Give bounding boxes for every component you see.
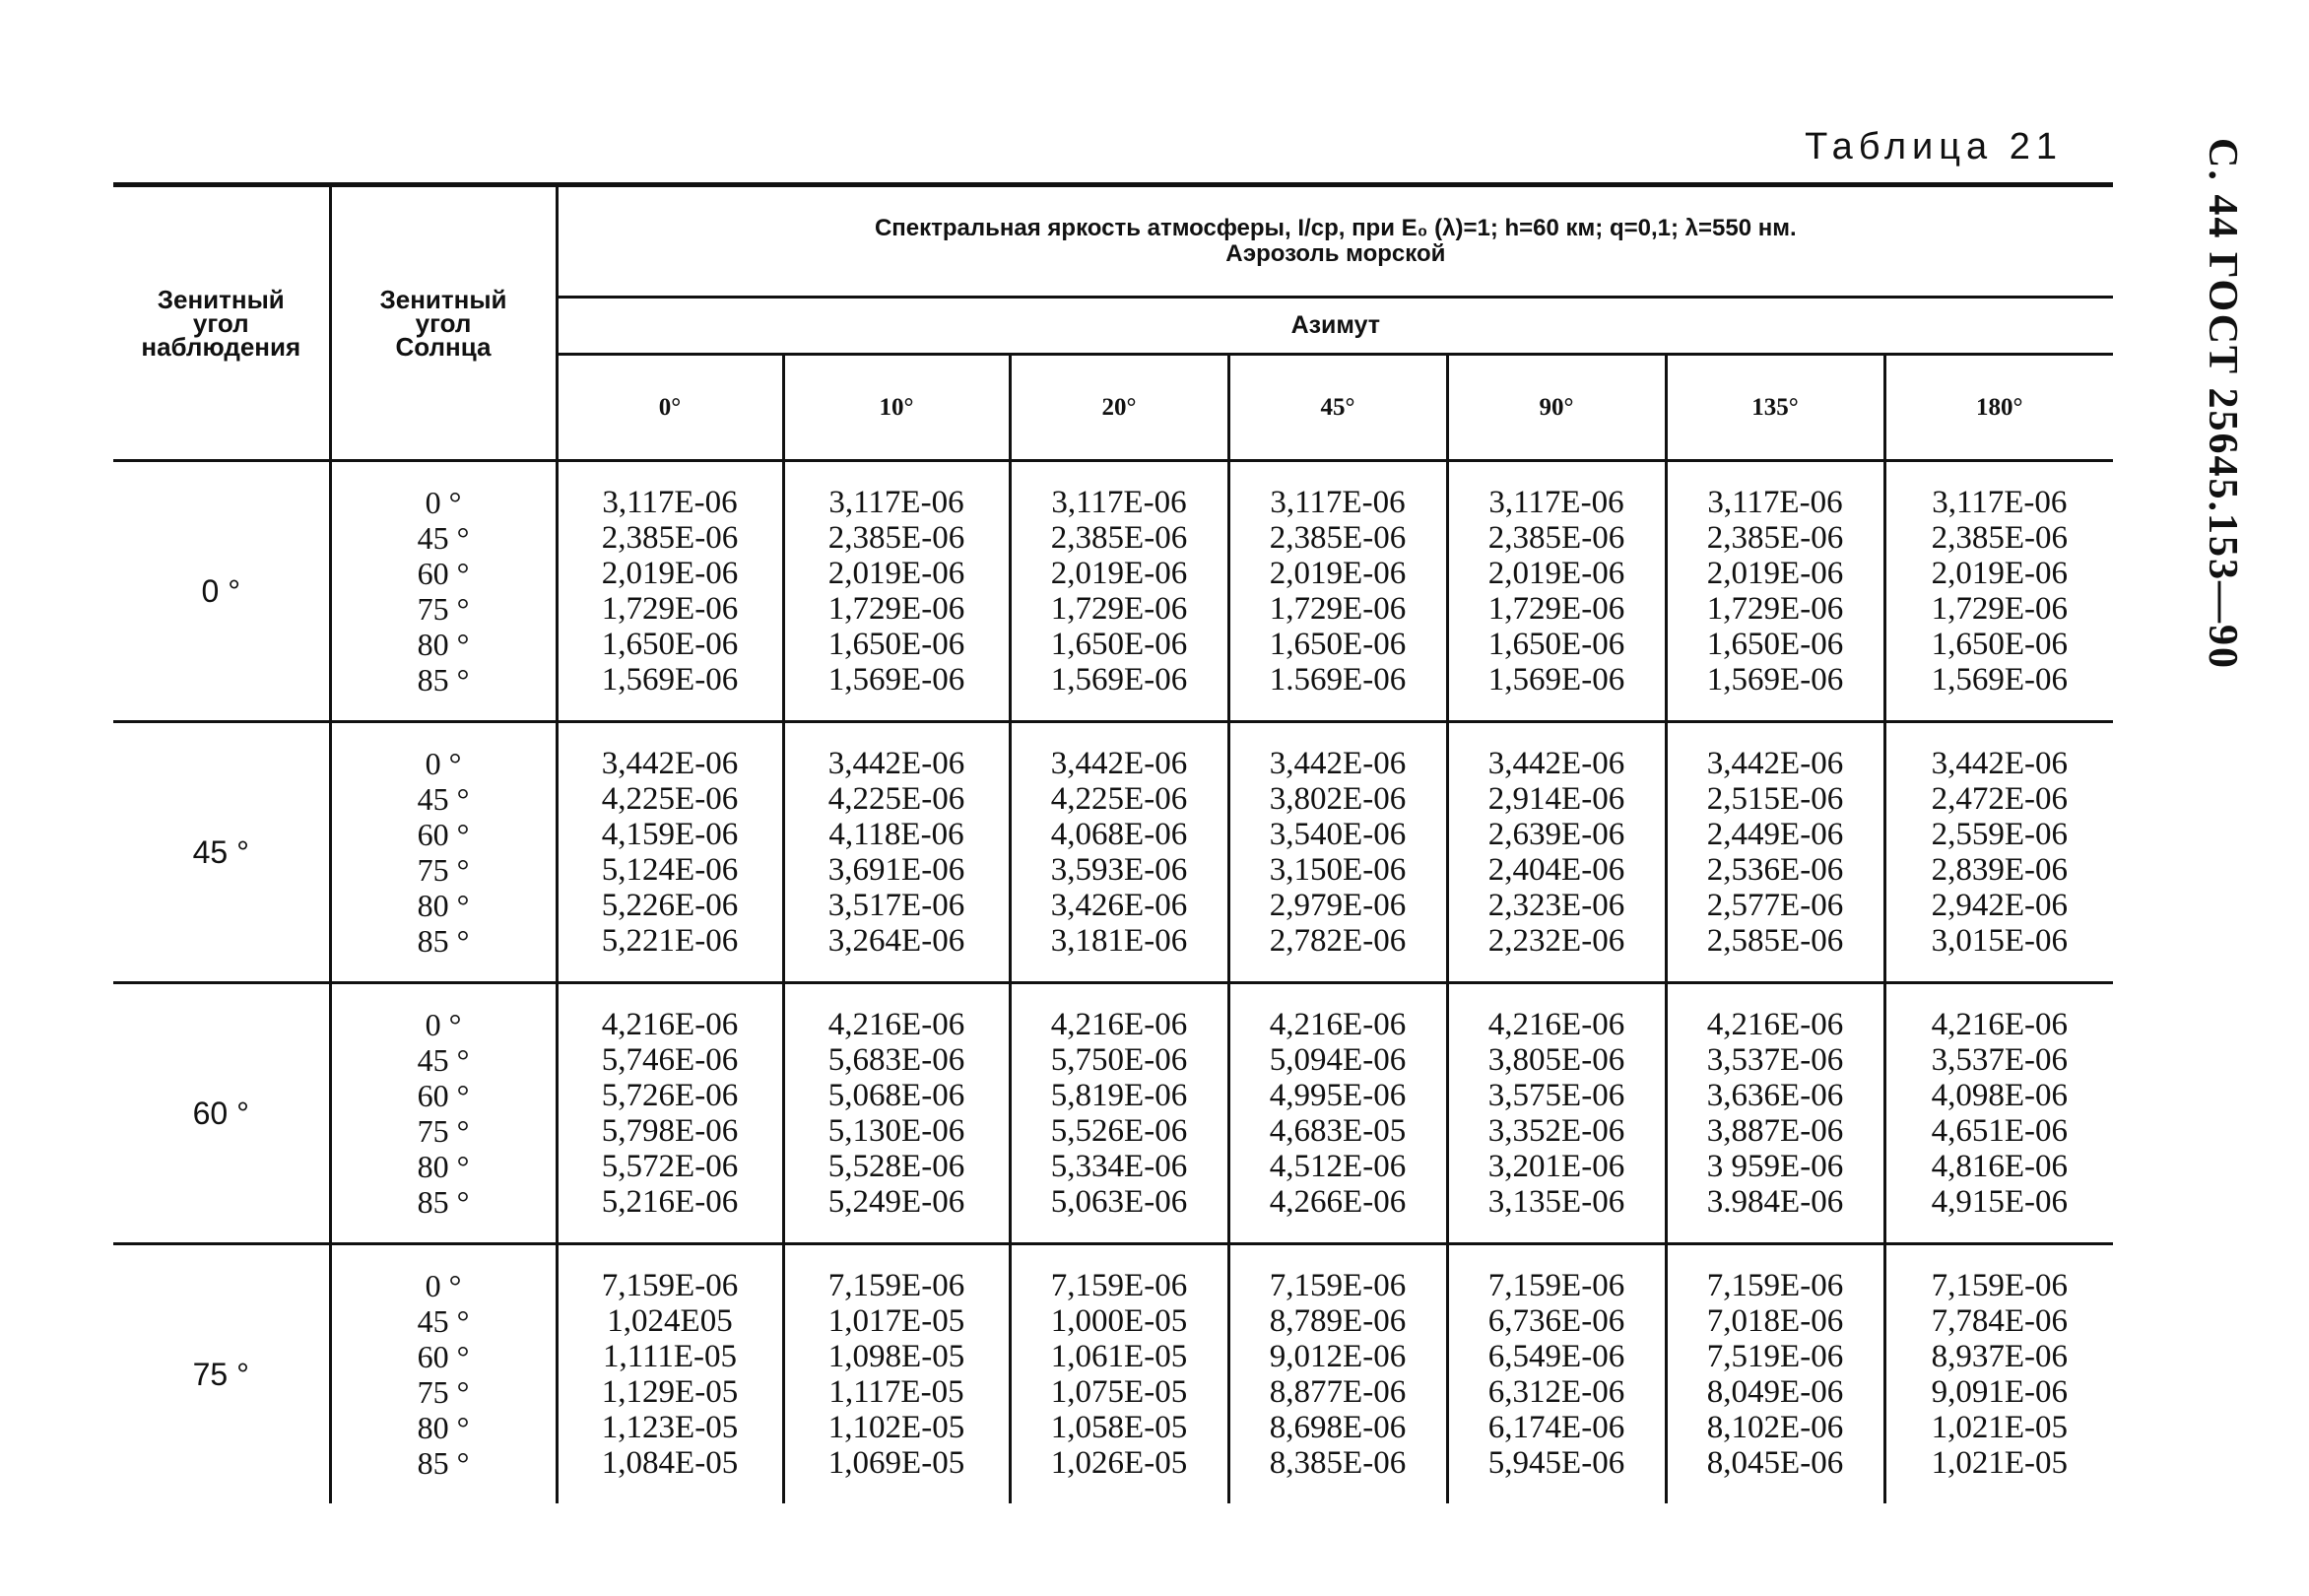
radiance-value: 3,117E-06 <box>828 485 964 520</box>
radiance-value: 1,098E-05 <box>827 1339 965 1374</box>
radiance-value: 3.984E-06 <box>1706 1184 1844 1220</box>
sun-angle-value: 0 ° <box>425 1007 462 1042</box>
radiance-value: 1,650E-06 <box>827 627 965 662</box>
radiance-value: 5,750E-06 <box>1050 1042 1188 1078</box>
radiance-value: 2,019E-06 <box>601 556 739 591</box>
radiance-value: 5,226E-06 <box>601 888 739 923</box>
sun-angle-value: 80 ° <box>417 627 470 662</box>
radiance-value: 1,650E-06 <box>1269 627 1407 662</box>
sun-zenith-cell <box>330 1244 557 1504</box>
radiance-value: 3,150E-06 <box>1269 852 1407 888</box>
sun-angle-value: 75 ° <box>417 591 470 627</box>
radiance-value: 5,945E-06 <box>1487 1445 1625 1481</box>
radiance-cell <box>1884 461 2113 722</box>
radiance-value: 7,159E-06 <box>1050 1268 1188 1303</box>
radiance-value: 3,636E-06 <box>1706 1078 1844 1113</box>
radiance-value: 1,569E-06 <box>601 662 739 698</box>
radiance-value: 4,683E-05 <box>1269 1113 1407 1149</box>
radiance-value: 2,942E-06 <box>1931 888 2068 923</box>
radiance-value: 6,174E-06 <box>1487 1410 1625 1445</box>
header-azimuth-angle: 20° <box>1010 355 1228 461</box>
radiance-value: 2,323E-06 <box>1487 888 1625 923</box>
radiance-value: 7,159E-06 <box>1269 1268 1407 1303</box>
radiance-value: 3,015E-06 <box>1931 923 2068 959</box>
page-side-header: С. 44 ГОСТ 25645.153—90 <box>2200 138 2245 671</box>
header-condition: Спектральная яркость атмосферы, I/ср, при E₀ (λ)=1; h=60 км; q=0,1; λ=550 нм. Аэрозоль морской <box>557 185 2113 298</box>
radiance-value: 1,026E-05 <box>1050 1445 1188 1481</box>
sun-angle-value: 45 ° <box>417 1042 470 1078</box>
radiance-value: 8,385E-06 <box>1269 1445 1407 1481</box>
radiance-value: 4,225E-06 <box>827 781 965 817</box>
radiance-value: 5,063E-06 <box>1050 1184 1188 1220</box>
radiance-value: 4,816E-06 <box>1931 1149 2068 1184</box>
radiance-value: 4,159E-06 <box>601 817 739 852</box>
radiance-value: 6,549E-06 <box>1487 1339 1625 1374</box>
radiance-value: 5,819E-06 <box>1050 1078 1188 1113</box>
radiance-cell <box>1010 1244 1228 1504</box>
radiance-value: 1,084E-05 <box>601 1445 739 1481</box>
sun-angle-value: 85 ° <box>417 1445 470 1481</box>
header-azimuth-angle: 0° <box>557 355 783 461</box>
sun-angle-value: 0 ° <box>425 746 462 781</box>
sun-zenith-cell <box>330 722 557 983</box>
radiance-value: 7,784E-06 <box>1931 1303 2068 1339</box>
radiance-value: 5,094E-06 <box>1269 1042 1407 1078</box>
sun-zenith-cell <box>330 983 557 1244</box>
radiance-value: 7,159E-06 <box>827 1268 965 1303</box>
radiance-value: 6,312E-06 <box>1487 1374 1625 1410</box>
radiance-value: 1,729E-06 <box>1931 591 2068 627</box>
radiance-cell <box>1228 722 1447 983</box>
radiance-value: 8,698E-06 <box>1269 1410 1407 1445</box>
radiance-value: 1,061E-05 <box>1050 1339 1188 1374</box>
radiance-value: 8,877E-06 <box>1269 1374 1407 1410</box>
header-sun-zenith: Зенитный угол Солнца <box>330 185 557 461</box>
radiance-value: 1,000E-05 <box>1050 1303 1188 1339</box>
radiance-value: 2,019E-06 <box>1269 556 1407 591</box>
radiance-cell <box>557 1244 783 1504</box>
header-azimuth-angle: 45° <box>1228 355 1447 461</box>
radiance-value: 2,449E-06 <box>1706 817 1844 852</box>
radiance-value: 3,352E-06 <box>1487 1113 1625 1149</box>
radiance-cell <box>1228 461 1447 722</box>
radiance-cell <box>783 983 1010 1244</box>
radiance-value: 7,159E-06 <box>601 1268 739 1303</box>
radiance-value: 2,232E-06 <box>1487 923 1625 959</box>
radiance-value: 2,385E-06 <box>1487 520 1625 556</box>
sun-angle-value: 0 ° <box>425 485 462 520</box>
radiance-value: 1,729E-06 <box>1487 591 1625 627</box>
radiance-value: 1,102E-05 <box>827 1410 965 1445</box>
radiance-cell <box>1666 461 1884 722</box>
radiance-value: 2,385E-06 <box>1931 520 2068 556</box>
radiance-value: 2,385E-06 <box>827 520 965 556</box>
radiance-cell <box>1010 722 1228 983</box>
radiance-cell <box>557 722 783 983</box>
radiance-value: 2,019E-06 <box>827 556 965 591</box>
radiance-value: 5,528E-06 <box>827 1149 965 1184</box>
radiance-value: 8,049E-06 <box>1706 1374 1844 1410</box>
sun-angle-value: 85 ° <box>417 923 470 959</box>
radiance-value: 2,979E-06 <box>1269 888 1407 923</box>
sun-angle-value: 45 ° <box>417 781 470 817</box>
radiance-value: 1,569E-06 <box>1706 662 1844 698</box>
radiance-value: 2,559E-06 <box>1931 817 2068 852</box>
radiance-value: 2,385E-06 <box>1269 520 1407 556</box>
radiance-value: 7,159E-06 <box>1931 1268 2068 1303</box>
sun-angle-value: 60 ° <box>417 1078 470 1113</box>
radiance-value: 1,729E-06 <box>1050 591 1188 627</box>
radiance-value: 1,650E-06 <box>1487 627 1625 662</box>
radiance-value: 1,729E-06 <box>827 591 965 627</box>
radiance-cell <box>1666 1244 1884 1504</box>
radiance-value: 2,515E-06 <box>1706 781 1844 817</box>
radiance-value: 6,736E-06 <box>1487 1303 1625 1339</box>
radiance-value: 1,569E-06 <box>827 662 965 698</box>
radiance-value: 3,442E-06 <box>1706 746 1844 781</box>
header-azimuth: Азимут <box>557 298 2113 355</box>
radiance-value: 5,572E-06 <box>601 1149 739 1184</box>
radiance-value: 3,887E-06 <box>1706 1113 1844 1149</box>
radiance-cell <box>1447 461 1666 722</box>
radiance-value: 3,117E-06 <box>1932 485 2068 520</box>
radiance-value: 5,221E-06 <box>601 923 739 959</box>
radiance-value: 4,216E-06 <box>1050 1007 1188 1042</box>
header-azimuth-angle: 135° <box>1666 355 1884 461</box>
observation-zenith-cell: 60 ° <box>113 983 330 1244</box>
radiance-value: 2,385E-06 <box>1050 520 1188 556</box>
radiance-value: 2,839E-06 <box>1931 852 2068 888</box>
radiance-value: 5,216E-06 <box>601 1184 739 1220</box>
radiance-value: 1,650E-06 <box>1931 627 2068 662</box>
radiance-value: 1,650E-06 <box>1706 627 1844 662</box>
sun-angle-value: 85 ° <box>417 1184 470 1220</box>
radiance-value: 9,091E-06 <box>1931 1374 2068 1410</box>
radiance-value: 5,798E-06 <box>601 1113 739 1149</box>
radiance-value: 4,118E-06 <box>828 817 964 852</box>
radiance-value: 1,650E-06 <box>601 627 739 662</box>
radiance-value: 3,537E-06 <box>1706 1042 1844 1078</box>
radiance-value: 1,075E-05 <box>1050 1374 1188 1410</box>
sun-angle-value: 0 ° <box>425 1268 462 1303</box>
radiance-table <box>113 182 2113 1503</box>
radiance-value: 4,216E-06 <box>1269 1007 1407 1042</box>
observation-zenith-cell: 45 ° <box>113 722 330 983</box>
table-title: Таблица 21 <box>1805 126 2063 167</box>
radiance-value: 8,937E-06 <box>1931 1339 2068 1374</box>
radiance-cell <box>1010 983 1228 1244</box>
radiance-value: 3,117E-06 <box>1270 485 1406 520</box>
radiance-value: 2,914E-06 <box>1487 781 1625 817</box>
radiance-value: 3,691E-06 <box>827 852 965 888</box>
radiance-value: 2,019E-06 <box>1931 556 2068 591</box>
radiance-value: 1,729E-06 <box>1269 591 1407 627</box>
radiance-value: 5,068E-06 <box>827 1078 965 1113</box>
radiance-value: 3,442E-06 <box>601 746 739 781</box>
radiance-cell <box>1228 983 1447 1244</box>
radiance-value: 2,472E-06 <box>1931 781 2068 817</box>
radiance-cell <box>1228 1244 1447 1504</box>
radiance-value: 3,593E-06 <box>1050 852 1188 888</box>
radiance-value: 4,225E-06 <box>1050 781 1188 817</box>
sun-angle-value: 60 ° <box>417 817 470 852</box>
radiance-value: 4,995E-06 <box>1269 1078 1407 1113</box>
sun-angle-value: 75 ° <box>417 1374 470 1410</box>
radiance-cell <box>557 461 783 722</box>
radiance-value: 3,575E-06 <box>1487 1078 1625 1113</box>
radiance-value: 3,117E-06 <box>1488 485 1624 520</box>
radiance-value: 3,117E-06 <box>1051 485 1187 520</box>
radiance-value: 1,017E-05 <box>827 1303 965 1339</box>
radiance-value: 2,585E-06 <box>1706 923 1844 959</box>
radiance-value: 3,442E-06 <box>1269 746 1407 781</box>
radiance-value: 1,729E-06 <box>601 591 739 627</box>
sun-angle-value: 60 ° <box>417 1339 470 1374</box>
sun-angle-value: 80 ° <box>417 1410 470 1445</box>
radiance-value: 3,442E-06 <box>1050 746 1188 781</box>
radiance-value: 1,117E-05 <box>828 1374 964 1410</box>
radiance-cell <box>1884 722 2113 983</box>
radiance-value: 5,130E-06 <box>827 1113 965 1149</box>
radiance-value: 4,651E-06 <box>1931 1113 2068 1149</box>
radiance-value: 1,129E-05 <box>601 1374 739 1410</box>
radiance-value: 7,519E-06 <box>1706 1339 1844 1374</box>
radiance-value: 1,024E05 <box>607 1303 733 1339</box>
radiance-value: 7,159E-06 <box>1706 1268 1844 1303</box>
radiance-value: 2,639E-06 <box>1487 817 1625 852</box>
radiance-cell <box>1666 722 1884 983</box>
radiance-cell <box>783 722 1010 983</box>
sun-angle-value: 80 ° <box>417 888 470 923</box>
radiance-value: 1,123E-05 <box>601 1410 739 1445</box>
radiance-cell <box>1447 983 1666 1244</box>
radiance-value: 3 959E-06 <box>1706 1149 1844 1184</box>
radiance-value: 1,111E-05 <box>603 1339 737 1374</box>
radiance-value: 3,537E-06 <box>1931 1042 2068 1078</box>
radiance-value: 3,117E-06 <box>1707 485 1843 520</box>
radiance-value: 3,802E-06 <box>1269 781 1407 817</box>
radiance-value: 4,216E-06 <box>601 1007 739 1042</box>
table-row <box>113 722 2113 983</box>
radiance-cell <box>783 461 1010 722</box>
radiance-value: 3,117E-06 <box>602 485 738 520</box>
radiance-value: 1,569E-06 <box>1487 662 1625 698</box>
radiance-value: 3,442E-06 <box>827 746 965 781</box>
sun-angle-value: 75 ° <box>417 852 470 888</box>
sun-angle-value: 60 ° <box>417 556 470 591</box>
sun-angle-value: 80 ° <box>417 1149 470 1184</box>
radiance-value: 4,216E-06 <box>1931 1007 2068 1042</box>
radiance-value: 3,805E-06 <box>1487 1042 1625 1078</box>
radiance-value: 2,385E-06 <box>601 520 739 556</box>
radiance-value: 5,334E-06 <box>1050 1149 1188 1184</box>
radiance-cell <box>1447 722 1666 983</box>
radiance-value: 2,404E-06 <box>1487 852 1625 888</box>
radiance-value: 1,058E-05 <box>1050 1410 1188 1445</box>
radiance-value: 3,201E-06 <box>1487 1149 1625 1184</box>
radiance-cell <box>1884 983 2113 1244</box>
radiance-value: 3,426E-06 <box>1050 888 1188 923</box>
radiance-value: 1,021E-05 <box>1931 1410 2068 1445</box>
radiance-cell <box>783 1244 1010 1504</box>
sun-angle-value: 75 ° <box>417 1113 470 1149</box>
radiance-value: 1.569E-06 <box>1269 662 1407 698</box>
sun-angle-value: 85 ° <box>417 662 470 698</box>
radiance-value: 7,159E-06 <box>1487 1268 1625 1303</box>
radiance-value: 1,021E-05 <box>1931 1445 2068 1481</box>
radiance-value: 2,577E-06 <box>1706 888 1844 923</box>
observation-zenith-cell: 75 ° <box>113 1244 330 1504</box>
radiance-value: 5,746E-06 <box>601 1042 739 1078</box>
radiance-value: 3,540E-06 <box>1269 817 1407 852</box>
radiance-value: 1,650E-06 <box>1050 627 1188 662</box>
radiance-value: 1,569E-06 <box>1050 662 1188 698</box>
radiance-value: 2,385E-06 <box>1706 520 1844 556</box>
radiance-value: 5,683E-06 <box>827 1042 965 1078</box>
radiance-value: 1,069E-05 <box>827 1445 965 1481</box>
radiance-value: 2,019E-06 <box>1050 556 1188 591</box>
radiance-value: 1,569E-06 <box>1931 662 2068 698</box>
radiance-value: 2,782E-06 <box>1269 923 1407 959</box>
radiance-value: 3,264E-06 <box>827 923 965 959</box>
radiance-value: 5,249E-06 <box>827 1184 965 1220</box>
radiance-value: 1,729E-06 <box>1706 591 1844 627</box>
sun-angle-value: 45 ° <box>417 1303 470 1339</box>
radiance-value: 7,018E-06 <box>1706 1303 1844 1339</box>
radiance-value: 4,915E-06 <box>1931 1184 2068 1220</box>
radiance-cell <box>1447 1244 1666 1504</box>
observation-zenith-cell: 0 ° <box>113 461 330 722</box>
radiance-value: 8,045E-06 <box>1706 1445 1844 1481</box>
radiance-value: 4,216E-06 <box>1706 1007 1844 1042</box>
radiance-value: 5,526E-06 <box>1050 1113 1188 1149</box>
radiance-value: 3,517E-06 <box>827 888 965 923</box>
radiance-value: 3,442E-06 <box>1487 746 1625 781</box>
table-row <box>113 983 2113 1244</box>
radiance-value: 3,181E-06 <box>1050 923 1188 959</box>
radiance-value: 4,225E-06 <box>601 781 739 817</box>
radiance-value: 8,789E-06 <box>1269 1303 1407 1339</box>
radiance-cell <box>1010 461 1228 722</box>
radiance-cell <box>1666 983 1884 1244</box>
radiance-value: 5,124E-06 <box>601 852 739 888</box>
radiance-value: 9,012E-06 <box>1269 1339 1407 1374</box>
table-row <box>113 1244 2113 1504</box>
header-observation-zenith: Зенитный угол наблюдения <box>113 185 330 461</box>
radiance-value: 3,135E-06 <box>1487 1184 1625 1220</box>
radiance-value: 8,102E-06 <box>1706 1410 1844 1445</box>
radiance-value: 3,442E-06 <box>1931 746 2068 781</box>
radiance-value: 5,726E-06 <box>601 1078 739 1113</box>
header-azimuth-angle: 90° <box>1447 355 1666 461</box>
sun-angle-value: 45 ° <box>417 520 470 556</box>
radiance-cell <box>557 983 783 1244</box>
header-azimuth-angle: 180° <box>1884 355 2113 461</box>
sun-zenith-cell <box>330 461 557 722</box>
table-row <box>113 461 2113 722</box>
radiance-value: 4,098E-06 <box>1931 1078 2068 1113</box>
header-azimuth-angle: 10° <box>783 355 1010 461</box>
radiance-value: 2,019E-06 <box>1706 556 1844 591</box>
radiance-value: 2,019E-06 <box>1487 556 1625 591</box>
radiance-value: 4,512E-06 <box>1269 1149 1407 1184</box>
radiance-value: 2,536E-06 <box>1706 852 1844 888</box>
radiance-value: 4,068E-06 <box>1050 817 1188 852</box>
radiance-value: 4,266E-06 <box>1269 1184 1407 1220</box>
radiance-value: 4,216E-06 <box>827 1007 965 1042</box>
radiance-value: 4,216E-06 <box>1487 1007 1625 1042</box>
radiance-cell <box>1884 1244 2113 1504</box>
